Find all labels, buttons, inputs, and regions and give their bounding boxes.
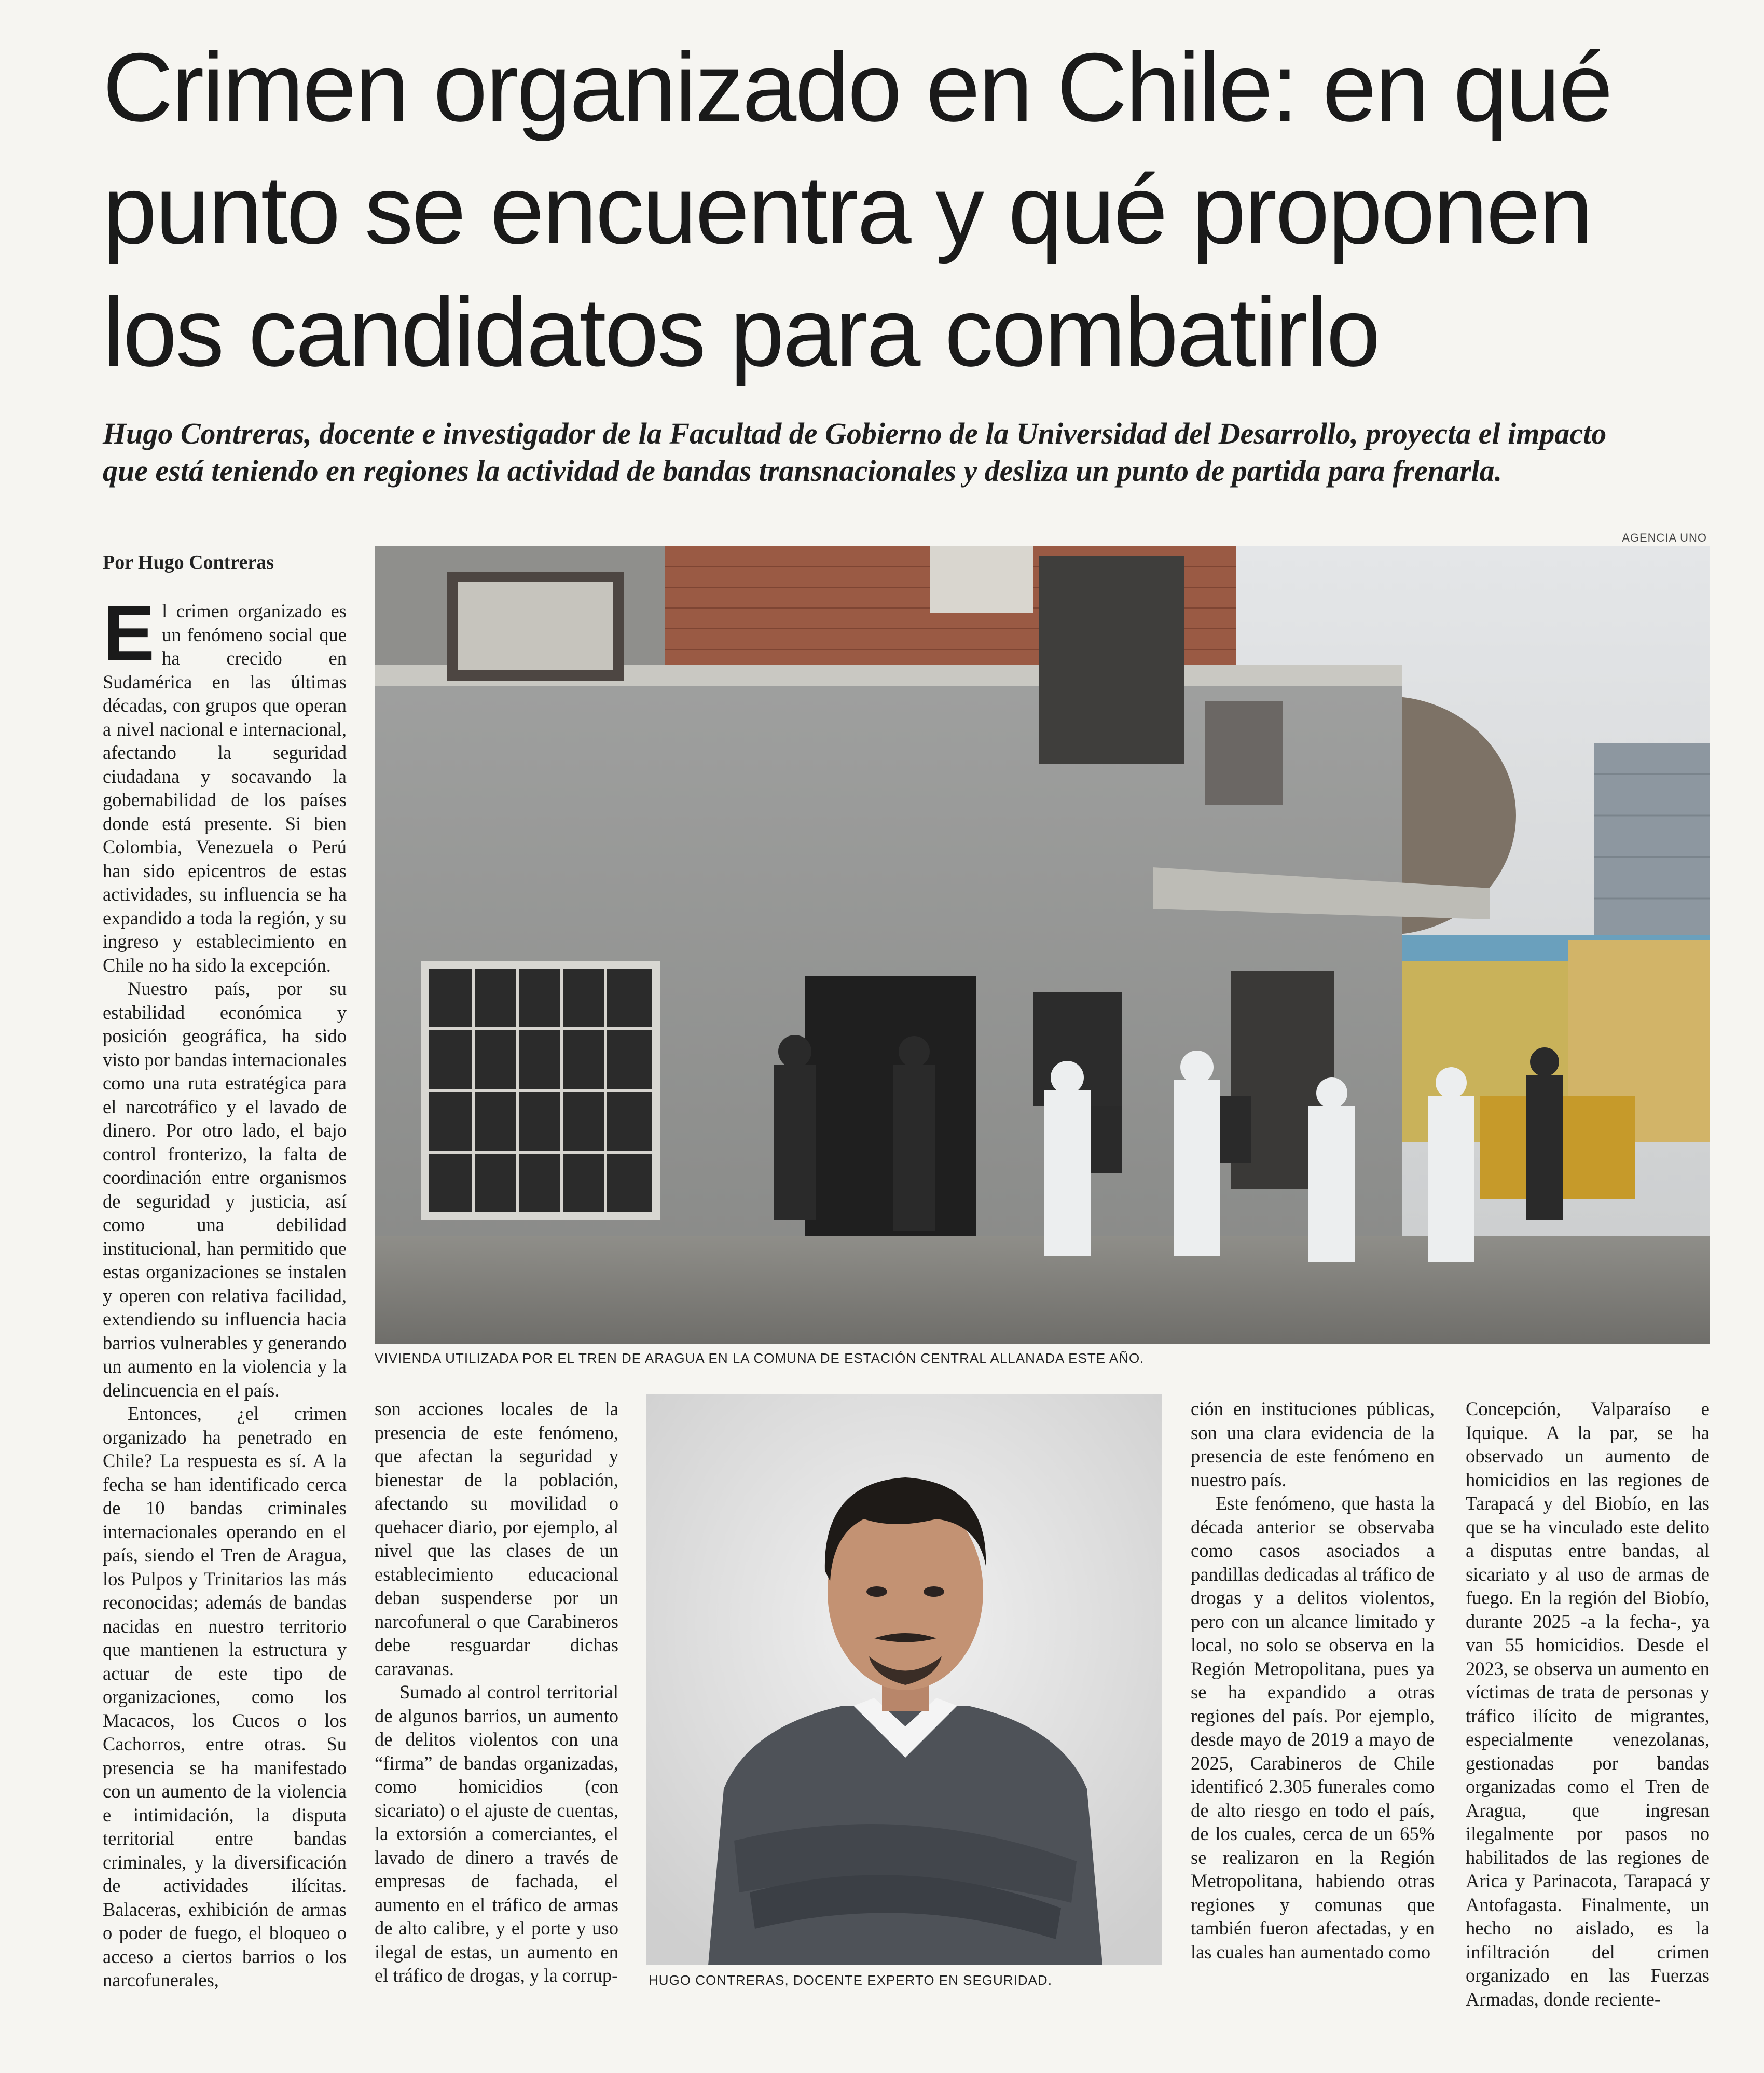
drop-cap: E bbox=[103, 589, 155, 676]
paragraph: Entonces, ¿el crimen organizado ha penetrado en Chile? La respuesta es sí. A la fecha se han identificado cerca de 10 bandas criminales internacionales operando en el país, siendo el Tren de Aragua, los Pulpos y Trinitarios las más reconocidas; además de bandas nacidas en nuestro territorio que mantienen la estructura y actuar de este tipo de organizaciones, como los Macacos, los Cucos o los Cachorros, entre otras. Su presencia se ha manifestado con un aumento de la violencia e intimidación, la disputa territorial entre bandas criminales, y la diversificación de actividades ilícitas. Balaceras, exhibición de armas o poder de fuego, el bloqueo o acceso a ciertos barrios o los narcofunerales, bbox=[103, 1403, 347, 1991]
headline-line-2: punto se encuentra y qué proponen bbox=[103, 155, 1592, 264]
portrait-illustration bbox=[646, 1394, 1162, 1965]
paragraph: son acciones locales de la presencia de este fenómeno, que afectan la seguridad y bienestar de la población, afectando su movilidad o quehacer diario, por ejemplo, al nivel que las clases de un establecimiento educacional deban suspenderse por un narcofuneral o que Carabineros debe resguardar dichas caravanas. bbox=[375, 1398, 618, 1679]
paragraph: Concepción, Valparaíso e Iquique. A la par, se ha observado un aumento de homicidios en las regiones de Tarapacá y del Biobío, en las que se ha vinculado este delito a disputas entre bandas, al sicariato y al uso de armas de fuego. En la región del Biobío, durante 2025 -a la fecha-, ya van 55 homicidios. Desde el 2023, se observa un aumento en víctimas de trata de personas y tráfico ilícito de migrantes, especialmente venezolanas, gestionadas por bandas organizadas como el Tren de Aragua, que ingresan ilegalmente por pasos no habilitados de las regiones de Arica y Parinacota, Tarapacá y Antofagasta. Finalmente, un hecho no aislado, es la infiltración del crimen organizado en las Fuerzas Armadas, donde reciente- bbox=[1466, 1398, 1710, 2010]
headline-line-3: los candidatos para combatirlo bbox=[103, 278, 1379, 386]
portrait-photo bbox=[646, 1394, 1162, 1965]
article-column-3 bbox=[1191, 1397, 1435, 1964]
paragraph: Este fenómeno, que hasta la década anterior se observaba como casos asociados a pandillas dedicadas al tráfico de drogas y a delitos violentos, pero con un alcance limitado y local, no solo se observa en la Región Metropolitana, pues ya se ha expandido a otras regiones del país. Por ejemplo, desde mayo de 2019 a mayo de 2025, Carabineros de Chile identificó 2.305 funerales como de alto riesgo en todo el país, de los cuales, cerca de un 65% se realizaron en la Región Metropolitana, habiendo otras regiones y comunas que también fueron afectadas, y en las cuales han aumentado como bbox=[1191, 1492, 1435, 1963]
portrait-caption: HUGO CONTRERAS, DOCENTE EXPERTO EN SEGURIDAD. bbox=[649, 1972, 1052, 1988]
paragraph: Nuestro país, por su estabilidad económica y posición geográfica, ha sido visto por bandas internacionales como una ruta estratégica para el narcotráfico y el lavado de dinero. Por otro lado, el bajo control fronterizo, la falta de coordinación entre organismos de seguridad y justicia, así como una debilidad institucional, han permitido que estas organizaciones se instalen y operen con relativa facilidad, extendiendo su influencia hacia barrios vulnerables y generando un aumento en la violencia y la delincuencia en el país. bbox=[103, 978, 347, 1401]
raid-scene-illustration bbox=[375, 546, 1710, 1344]
article-column-4 bbox=[1466, 1397, 1710, 2011]
paragraph bbox=[103, 589, 347, 977]
main-photo bbox=[375, 546, 1710, 1344]
paragraph: ción en instituciones públicas, son una clara evidencia de la presencia de este fenómeno en nuestro país. bbox=[1191, 1398, 1435, 1490]
article-headline bbox=[103, 26, 1721, 393]
byline: Por Hugo Contreras bbox=[103, 551, 274, 573]
headline-line-1: Crimen organizado en Chile: en qué bbox=[103, 33, 1611, 142]
paragraph-text: l crimen organizado es un fenómeno social que ha crecido en Sudamérica en las últimas décadas, con grupos que operan a nivel nacional e internacional, afectando la seguridad ciudadana y socavando la gobernabilidad de los países donde está presente. Si bien Colombia, Venezuela o Perú han sido epicentros de estas actividades, su influencia se ha expandido a toda la región, y su ingreso y establecimiento en Chile no ha sido la excepción. bbox=[103, 600, 347, 976]
paragraph: Sumado al control territorial de algunos barrios, un aumento de delitos violentos con una “firma” de bandas organizadas, como homicidios (con sicariato) o el ajuste de cuentas, la extorsión a comerciantes, el lavado de dinero a través de empresas de fachada, el aumento en el tráfico de armas de alto calibre, y el porte y uso ilegal de estas, un aumento en el tráfico de drogas, y la corrup- bbox=[375, 1681, 618, 1986]
deck-line-2: que está teniendo en regiones la actividad de bandas transnacionales y desliza un punto de partida para frenarla. bbox=[103, 454, 1503, 488]
article-column-2 bbox=[375, 1397, 618, 1987]
main-photo-caption: VIVIENDA UTILIZADA POR EL TREN DE ARAGUA EN LA COMUNA DE ESTACIÓN CENTRAL ALLANADA ESTE AÑO. bbox=[375, 1350, 1145, 1366]
article-column-1 bbox=[103, 589, 347, 1992]
article-deck bbox=[103, 415, 1721, 490]
deck-line-1: Hugo Contreras, docente e investigador de la Facultad de Gobierno de la Universidad del Desarrollo, proyecta el impacto bbox=[103, 417, 1607, 450]
photo-credit: AGENCIA UNO bbox=[1622, 531, 1707, 544]
